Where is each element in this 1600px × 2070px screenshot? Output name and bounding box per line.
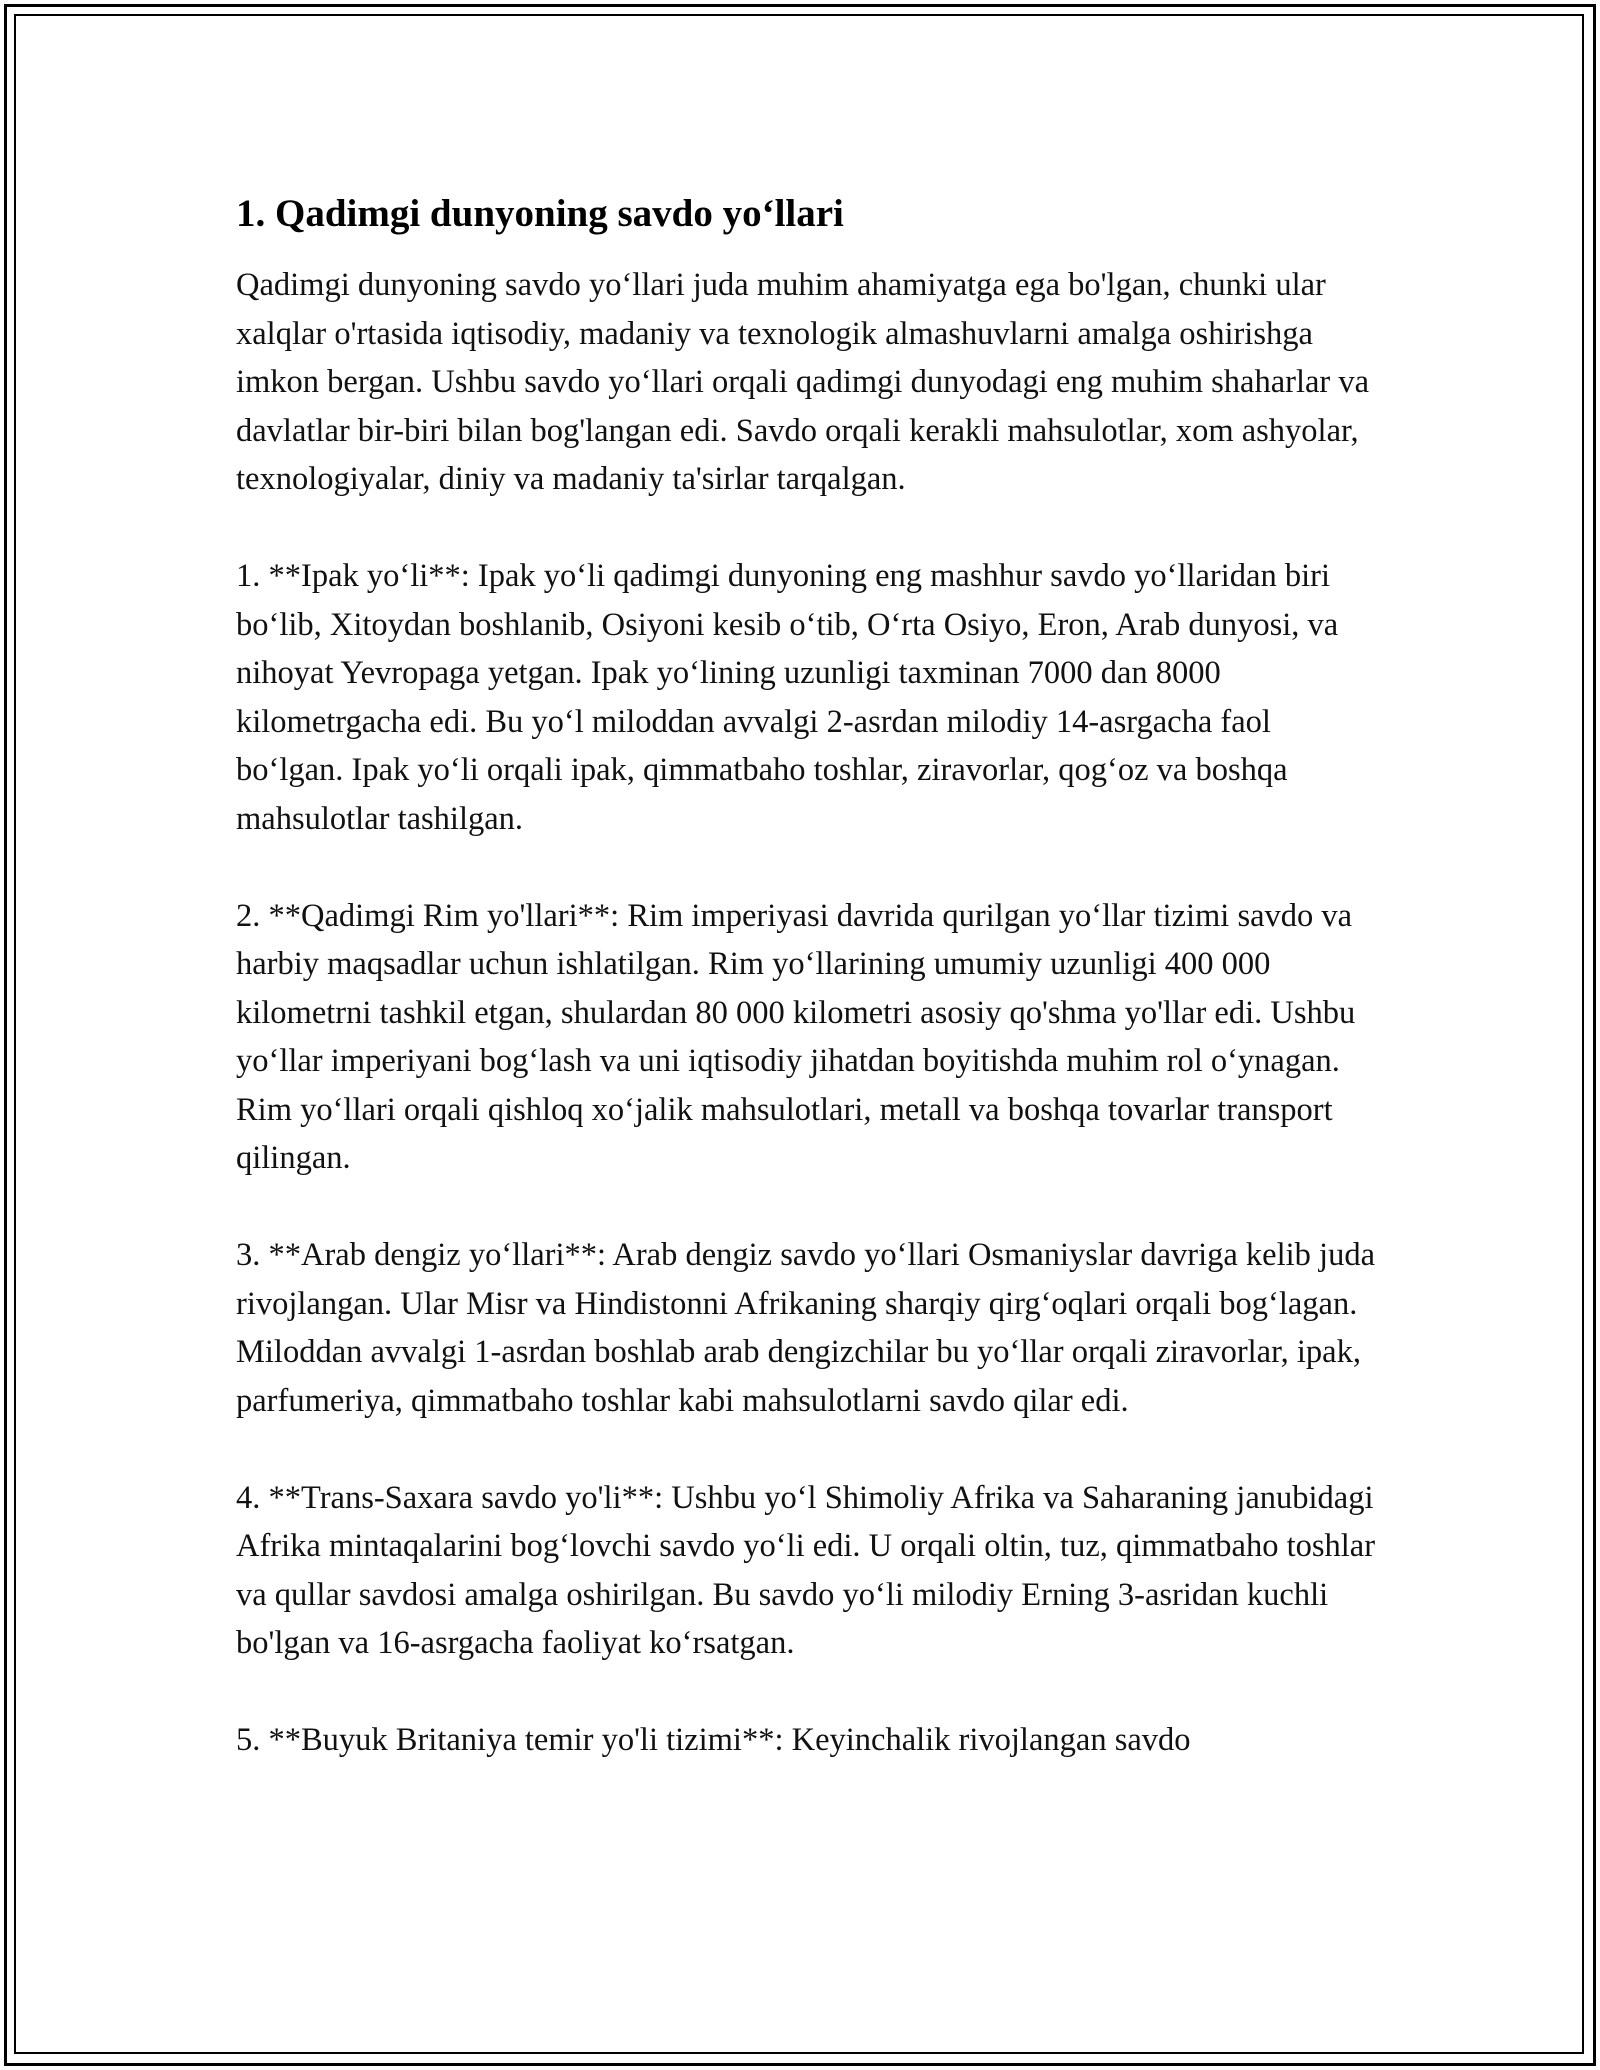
- intro-paragraph: Qadimgi dunyoning savdo yo‘llari juda muhim ahamiyatga ega bo'lgan, chunki ular xalqlar o'rtasida iqtisodiy, madaniy va texnologik almashuvlarni amalga oshirishga imkon bergan. Ushbu savdo yo‘llari orqali qadimgi dunyodagi eng muhim shaharlar va davlatlar bir-biri bilan bog'langan edi. Savdo orqali kerakli mahsulotlar, xom ashyolar, texnologiyalar, diniy va madaniy ta'sirlar tarqalgan.: [236, 267, 1370, 497]
- paragraph-trans-sahara: 4. **Trans-Saxara savdo yo'li**: Ushbu yo‘l Shimoliy Afrika va Saharaning janubidagi Afrika mintaqalarini bog‘lovchi savdo yo‘li edi. U orqali oltin, tuz, qimmatbaho toshlar va qullar savdosi amalga oshirilgan. Bu savdo yo‘li milodiy Erning 3-asridan kuchli bo'lgan va 16-asrgacha faoliyat ko‘rsatgan.: [236, 1479, 1376, 1661]
- paragraph-british-railway: 5. **Buyuk Britaniya temir yo'li tizimi**: Keyinchalik rivojlangan savdo: [236, 1722, 1191, 1758]
- paragraph-silk-road: 1. **Ipak yo‘li**: Ipak yo‘li qadimgi dunyoning eng mashhur savdo yo‘llaridan biri bo‘lib, Xitoydan boshlanib, Osiyoni kesib o‘tib, O‘rta Osiyo, Eron, Arab dunyosi, va nihoyat Yevropaga yetgan. Ipak yo‘lining uzunligi taxminan 7000 dan 8000 kilometrgacha edi. Bu yo‘l miloddan avvalgi 2-asrdan milodiy 14-asrgacha faol bo‘lgan. Ipak yo‘li orqali ipak, qimmatbaho toshlar, ziravorlar, qog‘oz va boshqa mahsulotlar tashilgan.: [236, 558, 1339, 837]
- paragraph-arab-sea-routes: 3. **Arab dengiz yo‘llari**: Arab dengiz savdo yo‘llari Osmaniyslar davriga kelib juda rivojlangan. Ular Misr va Hindistonni Afrikaning sharqiy qirg‘oqlari orqali bog‘lagan. Miloddan avvalgi 1-asrdan boshlab arab dengizchilar bu yo‘llar orqali ziravorlar, ipak, parfumeriya, qimmatbaho toshlar kabi mahsulotlarni savdo qilar edi.: [236, 1237, 1375, 1419]
- paragraph-roman-roads: 2. **Qadimgi Rim yo'llari**: Rim imperiyasi davrida qurilgan yo‘llar tizimi savdo va harbiy maqsadlar uchun ishlatilgan. Rim yo‘llarining umumiy uzunligi 400 000 kilometrni tashkil etgan, shulardan 80 000 kilometri asosiy qo'shma yo'llar edi. Ushbu yo‘llar imperiyani bog‘lash va uni iqtisodiy jihatdan boyitishda muhim rol o‘ynagan. Rim yo‘llari orqali qishloq xo‘jalik mahsulotlari, metall va boshqa tovarlar transport qilingan.: [236, 897, 1356, 1176]
- document-body: [236, 188, 1376, 1765]
- page-title: 1. Qadimgi dunyoning savdo yo‘llari: [236, 192, 844, 235]
